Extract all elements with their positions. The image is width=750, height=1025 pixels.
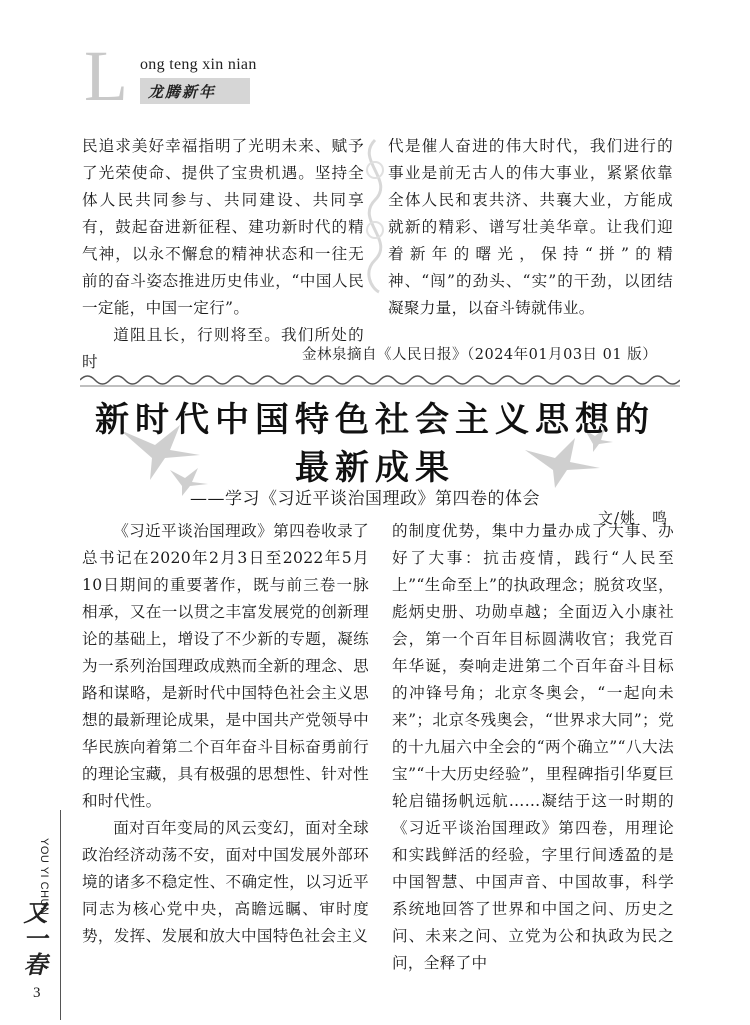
article2-column-left — [82, 518, 369, 950]
article1-paragraph: 民追求美好幸福指明了光明未来、赋予了光荣使命、提供了宝贵机遇。坚持全体人民共同参与、共同建设、共同享有，鼓起奋进新征程、建功新时代的精气神，以永不懈怠的精神状态和一往无前的奋斗姿态推进历史伟业，“中国人民一定能，中国一定行”。 — [82, 137, 364, 317]
article1-column-right — [388, 133, 673, 322]
header-section-title: 龙腾新年 — [148, 83, 217, 101]
article2-paragraph: 《习近平谈治国理政》第四卷收录了总书记在2020年2月3日至2022年5月10日期间的重要著作，既与前三卷一脉相承，又在一以贯之丰富发展党的创新理论的基础上，增设了不少新的专题，凝练为一系列治国理政成熟而全新的理念、思路和谋略，是新时代中国特色社会主义思想的最新理论成果，是中国共产党领导中华民族向着第二个百年奋斗目标奋勇前行的理论宝藏，具有极强的思想性、针对性和时代性。 — [82, 522, 369, 810]
page-number: 3 — [33, 985, 41, 1001]
article1-source-line: 金林泉摘自《人民日报》（2024年01月03日 01 版） — [302, 347, 658, 363]
article1-column-left — [82, 133, 364, 376]
article2-title-line1: 新时代中国特色社会主义思想的 — [95, 400, 655, 440]
magazine-pinyin: YOU YI CHUN — [38, 838, 50, 916]
article1-paragraph: 代是催人奋进的伟大时代，我们进行的事业是前无古人的伟大事业，紧紧依靠全体人民和衷共济、共襄大业，方能成就新的精彩、谱写壮美华章。让我们迎着新年的曙光，保持“拼”的精神、“闯”的劲头、“实”的干劲，以团结凝聚力量，以奋斗铸就伟业。 — [388, 137, 673, 317]
article2-author: 文/姚 鸣 — [598, 509, 669, 527]
header-pinyin: ong teng xin nian — [140, 56, 257, 73]
article2-column-right — [392, 518, 674, 977]
wave-divider — [80, 372, 680, 388]
article2-paragraph: 面对百年变局的风云变幻，面对全球政治经济动荡不安，面对中国发展外部环境的诸多不稳定性、不确定性，以习近平同志为核心党中央，高瞻远瞩、审时度势，发挥、发展和放大中国特色社会主义 — [82, 819, 369, 945]
magazine-name: 又一春 — [19, 900, 48, 978]
margin-rule — [60, 810, 61, 1020]
header-initial-letter: L — [84, 36, 128, 116]
article2-paragraph: 的制度优势，集中力量办成了大事、办好了大事：抗击疫情，践行“人民至上”“生命至上”的执政理念；脱贫攻坚，彪炳史册、功勋卓越；全面迈入小康社会，第一个百年目标圆满收官；我党百年华诞，奏响走进第二个百年奋斗目标的冲锋号角；北京冬奥会，“一起向未来”；北京冬残奥会，“世界求大同”；党的十九届六中全会的“两个确立”“八大法宝”“十大历史经验”，里程碑指引华夏巨轮启锚扬帆远航……凝结于这一时期的《习近平谈治国理政》第四卷，用理论和实践鲜活的经验，字里行间透盈的是中国智慧、中国声音、中国故事，科学系统地回答了世界和中国之问、历史之问、未来之问、立党为公和执政为民之问，全释了中 — [392, 522, 674, 972]
article2-title-line2: 最新成果 — [295, 448, 455, 488]
article2-subtitle: ——学习《习近平谈治国理政》第四卷的体会 — [190, 489, 540, 509]
article1-paragraph: 道阻且长，行则将至。我们所处的时 — [82, 326, 364, 371]
